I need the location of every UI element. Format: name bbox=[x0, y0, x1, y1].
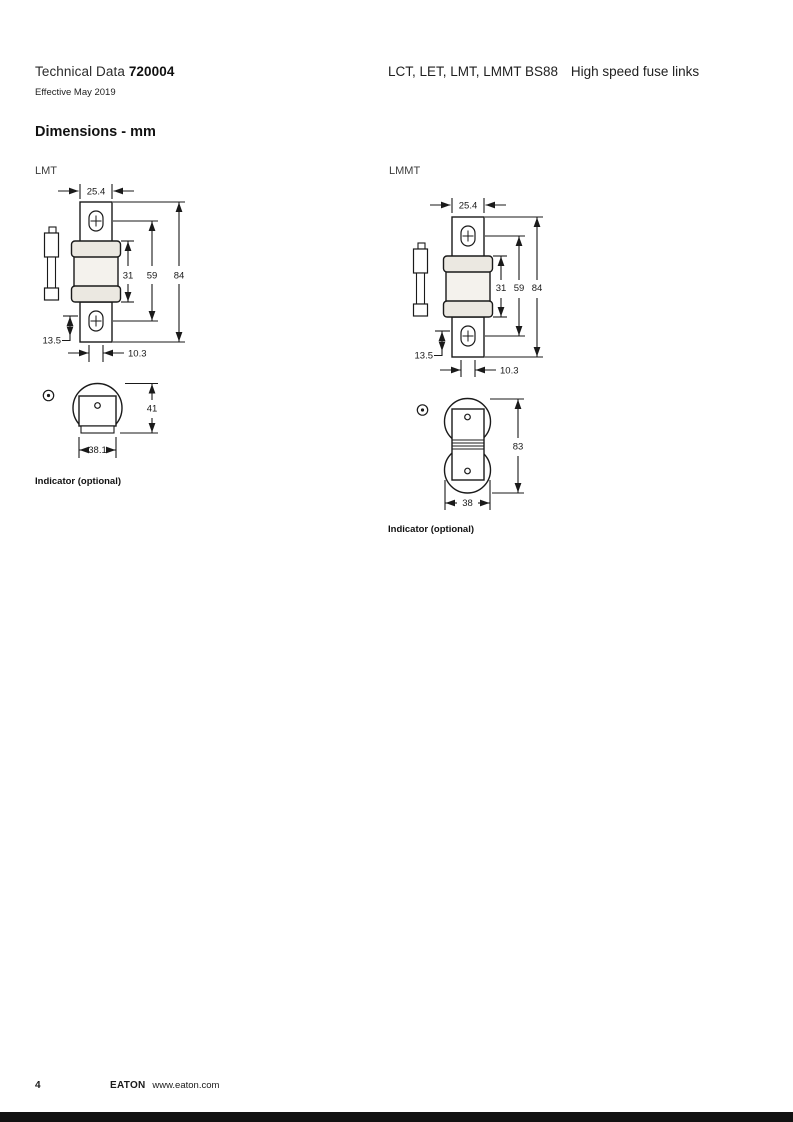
lmt-striker-side-view bbox=[45, 227, 59, 300]
lmt-tag-width-value: 25.4 bbox=[86, 186, 106, 198]
lmmt-dim-body-length bbox=[493, 256, 507, 317]
lmt-dimension-drawing bbox=[40, 182, 190, 458]
lmt-end-height-value: 41 bbox=[146, 403, 158, 415]
lmmt-dim-end-height bbox=[490, 399, 524, 493]
lmmt-indicator-symbol-icon bbox=[417, 405, 427, 415]
lmmt-hole-spacing-value: 59 bbox=[513, 283, 525, 294]
lmt-overall-length-value: 84 bbox=[173, 270, 185, 282]
product-title bbox=[388, 64, 699, 79]
lmt-slot-width-value: 10.3 bbox=[128, 348, 147, 360]
lmmt-dimension-drawing bbox=[405, 195, 555, 515]
lmmt-dim-hole-offset bbox=[415, 331, 451, 362]
lmt-dim-end-height bbox=[120, 384, 158, 434]
lmmt-indicator-note: Indicator (optional) bbox=[388, 524, 475, 535]
lmmt-dim-slot-width bbox=[440, 360, 519, 377]
section-title: Dimensions - mm bbox=[35, 124, 156, 140]
lmt-fuse-end-view bbox=[73, 384, 122, 434]
brand-website: www.eaton.com bbox=[152, 1080, 220, 1091]
lmmt-end-width-value: 38 bbox=[462, 498, 473, 509]
document-title bbox=[35, 64, 174, 79]
lmt-dim-end-width bbox=[79, 437, 116, 458]
lmmt-dim-tag-width bbox=[430, 198, 506, 213]
product-family: LCT, LET, LMT, LMMT BS88 bbox=[388, 64, 559, 79]
lmt-body-length-value: 31 bbox=[122, 270, 134, 282]
lmt-hole-offset-value: 13.5 bbox=[42, 335, 61, 347]
lmmt-hole-offset-value: 13.5 bbox=[414, 350, 433, 362]
lmmt-overall-length-value: 84 bbox=[531, 283, 543, 294]
lmmt-fuse-end-view bbox=[445, 399, 491, 494]
lmt-indicator-note: Indicator (optional) bbox=[35, 476, 122, 487]
lmt-end-width-value: 38.1 bbox=[88, 445, 107, 456]
lmmt-tag-width-value: 25.4 bbox=[458, 200, 478, 212]
lmt-figure-label: LMT bbox=[35, 165, 57, 177]
lmt-dim-slot-width bbox=[68, 345, 147, 362]
page-number: 4 bbox=[35, 1080, 41, 1091]
lmt-dim-tag-width bbox=[58, 184, 134, 199]
lmt-dim-hole-offset bbox=[43, 316, 79, 347]
product-description: High speed fuse links bbox=[570, 64, 700, 79]
lmmt-striker-side-view bbox=[414, 243, 428, 316]
lmt-dim-hole-spacing bbox=[113, 221, 158, 321]
footer-brand-line bbox=[110, 1080, 219, 1091]
brand-logo-text: EATON bbox=[110, 1080, 146, 1091]
doc-type-label: Technical Data bbox=[35, 64, 125, 79]
footer-bar bbox=[0, 1112, 793, 1122]
lmmt-end-height-value: 83 bbox=[512, 441, 524, 453]
doc-number: 720004 bbox=[128, 64, 175, 79]
lmmt-slot-width-value: 10.3 bbox=[500, 365, 519, 377]
lmt-hole-spacing-value: 59 bbox=[146, 270, 158, 282]
lmt-dim-body-length bbox=[121, 241, 134, 302]
lmmt-body-length-value: 31 bbox=[495, 283, 507, 294]
lmmt-figure-label: LMMT bbox=[389, 165, 421, 177]
lmt-indicator-symbol-icon bbox=[43, 390, 53, 400]
effective-date: Effective May 2019 bbox=[35, 87, 116, 98]
